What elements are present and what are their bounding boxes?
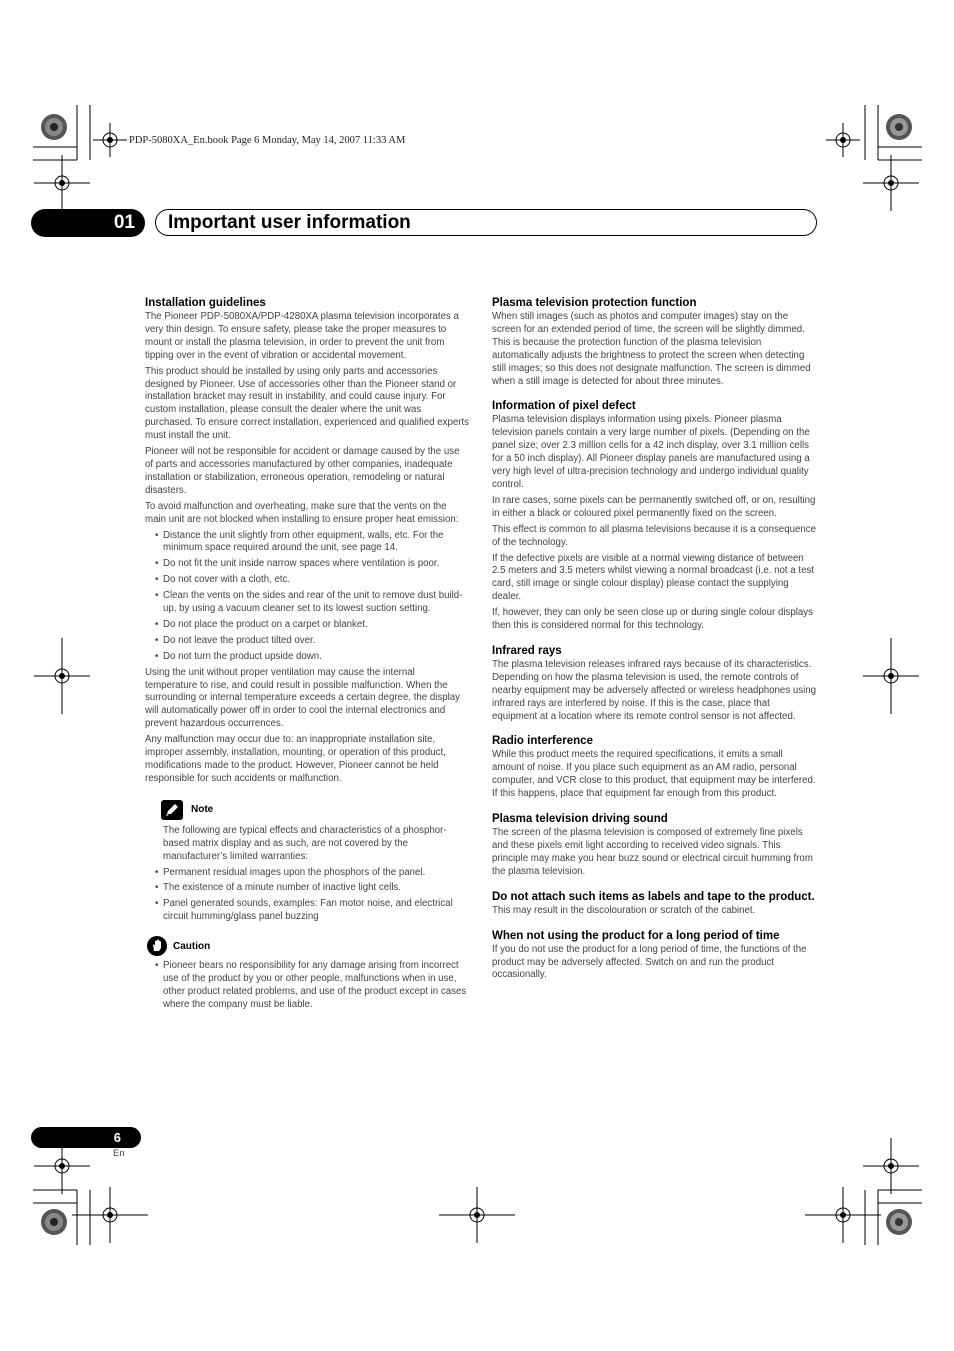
print-slug: PDP-5080XA_En.book Page 6 Monday, May 14, 2007 11:33 AM [129,135,406,146]
chapter-title: Important user information [168,212,411,233]
left-column [145,296,469,1015]
paragraph: This product should be installed by using only parts and accessories designed by Pioneer. Use of accessories other than the Pioneer stand or installation bracket may result in instability, and could cause injury. For custom installation, please consult the dealer where the unit was purchased. To ensure correct installation, experienced and qualified experts must install the unit. [145,365,470,442]
paragraph: If the defective pixels are visible at a normal viewing distance of between 2.5 meters and 3.5 meters whilst viewing a normal broadcast (i.e. not a test card, still image or single colour display) please contact the supplying dealer. [492,552,814,603]
section-heading: Installation guidelines [145,297,266,309]
section-long-period [492,929,816,983]
section-heading: Plasma television driving sound [492,813,668,826]
paragraph: The screen of the plasma television is composed of extremely fine pixels and these pixels emit light according to received video signals. This principle may make you hear buzz sound or electrical circuit humming from the plasma television. [492,827,813,877]
note-list [145,867,469,925]
caution-list [145,960,469,1012]
list-item: • Do not fit the unit inside narrow spaces where ventilation is poor. [145,558,469,571]
paragraph: If you do not use the product for a long period of time, the functions of the product may be adversely affected. Switch on and run the product occasionally. [492,943,807,981]
section-infrared [492,644,816,724]
paragraph: This may result in the discolouration or scratch of the cabinet. [492,904,756,916]
paragraph: Any malfunction may occur due to: an inappropriate installation site, improper assembly, installation, mounting, or operation of this product, modifications made to the product. However, Pioneer cannot be held responsible for such accidents or malfunction. [145,734,446,784]
section-radio [492,734,816,801]
section-heading: Radio interference [492,735,593,748]
page-language: En [113,1148,125,1159]
paragraph: In rare cases, some pixels can be permanently switched off, or on, resulting in either a black or coloured pixel permanently fixed on the screen. [492,494,816,519]
list-item: • Do not turn the product upside down. [145,651,469,664]
note-label: Note [191,804,214,816]
list-item: • The existence of a minute number of inactive light cells. [145,882,469,895]
list-item: • Do not place the product on a carpet or blanket. [145,619,469,632]
list-item: • Permanent residual images upon the phosphors of the panel. [145,867,469,880]
section-heading: Infrared rays [492,644,562,657]
paragraph: Pioneer will not be responsible for accident or damage caused by the use of parts and accessories manufactured by other companies, inadequate installation or stabilization, erroneous operation, remodeling or natural disasters. [145,446,460,496]
pencil-note-icon [161,800,183,820]
paragraph: The plasma television releases infrared rays because of its characteristics. Depending on how the plasma television is used, the remote controls of nearby equipment may be adversely affected or wireless headphones using infrared rays are interfered by noise. If this is the case, place that equipment at a location where its remote control sensor is not affected. [492,658,817,722]
list-item: • Clean the vents on the sides and rear of the unit to remove dust build-up, by using a vacuum cleaner set to its lowest suction setting. [145,590,469,616]
list-item: • Distance the unit slightly from other equipment, walls, etc. For the minimum space required around the unit, see page 14. [145,530,469,556]
chapter-number: 01 [113,212,135,233]
paragraph: While this product meets the required specifications, it emits a small amount of noise. If you place such equipment as an AM radio, personal computer, and VCR close to this product, that equipment may be interfered. If this happens, place that equipment far enough from this product. [492,749,816,800]
note-intro: The following are typical effects and characteristics of a phosphor-based matrix display and as such, are not covered by the manufacturer’s limited warranties: [163,824,447,862]
note-header [161,800,469,820]
list-item: • Do not leave the product tilted over. [145,635,469,648]
section-protection [492,296,816,388]
section-driving-sound [492,812,816,879]
section-pixel-defect [492,399,816,633]
paragraph: To avoid malfunction and overheating, make sure that the vents on the main unit are not blocked when installing to ensure proper heat emission: [145,500,459,525]
paragraph: If, however, they can only be seen close up or during single colour displays then this is considered normal for this technology. [492,607,813,632]
paragraph: Using the unit without proper ventilation may cause the internal temperature to rise, and could result in possible malfunction. When the surrounding or internal temperature exceeds a certain degree, the display will automatically power off in order to cool the internal electronics and prevent hazardous occurrences. [145,666,461,730]
bullet-list [145,530,469,664]
section-heading: Plasma television protection function [492,297,697,309]
section-heading: Do not attach such items as labels and tape to the product. [492,890,815,903]
paragraph: Plasma television displays information using pixels. Pioneer plasma television panels contain a very large number of pixels. (Depending on the panel size; over 2.3 million cells for a 42 inch display, over 3.1 million cells for a 50 inch display). All Pioneer display panels are manufactured using a very high level of ultra-precision technology and undergo individual quality control. [492,414,810,490]
page-number: 6 [113,1130,121,1145]
section-labels [492,890,816,918]
paragraph: The Pioneer PDP-5080XA/PDP-4280XA plasma television incorporates a very thin design. To ensure safety, please take the proper measures to mount or install the plasma television, in order to prevent the unit from tipping over in the event of vibration or accidental movement. [145,311,459,361]
list-item: • Panel generated sounds, examples: Fan motor noise, and electrical circuit humming/glass panel buzzing [145,898,469,924]
note-body [145,825,469,864]
caution-header [147,936,469,956]
hand-caution-icon [147,936,167,956]
paragraph: When still images (such as photos and computer images) stay on the screen for an extended period of time, the screen will be slightly dimmed. This is because the protection function of the plasma television automatically adjusts the brightness to protect the screen when detecting still images; so this does not designate malfunction. The screen is dimmed when a still image is detected for about three minutes. [492,311,811,387]
list-item: • Pioneer bears no responsibility for any damage arising from incorrect use of the product by you or other people, malfunctions when in use, other product related problems, and use of the product except in cases where the company must be liable. [145,960,469,1012]
paragraph: This effect is common to all plasma televisions because it is a consequence of the technology. [492,523,816,548]
section-heading: When not using the product for a long period of time [492,929,780,942]
section-heading: Information of pixel defect [492,400,636,413]
list-item: • Do not cover with a cloth, etc. [145,574,469,587]
right-column [492,296,816,993]
caution-label: Caution [173,940,211,952]
